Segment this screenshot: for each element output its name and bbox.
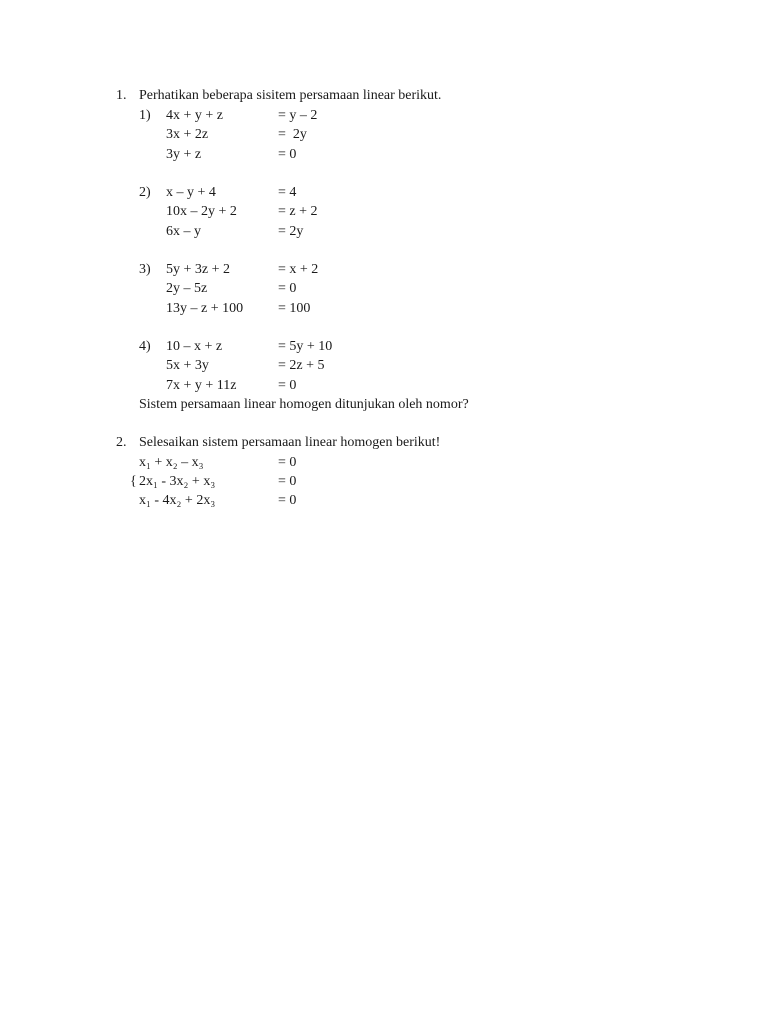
system-4-eq-2-lhs: 5x + 3y: [166, 358, 209, 373]
system-2-eq-3-rhs: = 2y: [278, 224, 304, 239]
system-3-eq-3-lhs: 13y – z + 100: [166, 301, 244, 316]
system-2-eq-3-lhs: 6x – y: [166, 224, 201, 239]
system-2-eq-2-lhs: 10x – 2y + 2: [166, 204, 237, 219]
question-1-prompt: Perhatikan beberapa sisitem persamaan linear berikut.: [139, 88, 442, 103]
homogen-eq-3-rhs: = 0: [278, 493, 297, 508]
system-3-eq-2-rhs: = 0: [278, 281, 297, 296]
question-2-number: 2.: [116, 435, 127, 450]
system-3-eq-1-lhs: 5y + 3z + 2: [166, 262, 231, 277]
question-2-prompt: Selesaikan sistem persamaan linear homogen berikut!: [139, 435, 441, 450]
system-3-eq-1-rhs: = x + 2: [278, 262, 319, 277]
system-4-eq-1-lhs: 10 – x + z: [166, 339, 223, 354]
system-2-label: 2): [139, 185, 151, 200]
system-brace: {: [130, 474, 137, 489]
question-1-ask: Sistem persamaan linear homogen ditunjukan oleh nomor?: [139, 397, 469, 412]
system-4-eq-3-lhs: 7x + y + 11z: [166, 378, 237, 393]
homogen-eq-1-rhs: = 0: [278, 455, 297, 470]
system-1-eq-2-rhs: = 2y: [278, 127, 307, 142]
system-2-eq-1-rhs: = 4: [278, 185, 297, 200]
homogen-eq-3-lhs: x₁ - 4x₂ + 2x₃: [139, 493, 216, 508]
system-3-eq-2-lhs: 2y – 5z: [166, 281, 208, 296]
system-4-eq-1-rhs: = 5y + 10: [278, 339, 333, 354]
system-1-eq-3-lhs: 3y + z: [166, 147, 202, 162]
system-4-eq-2-rhs: = 2z + 5: [278, 358, 325, 373]
system-1-eq-3-rhs: = 0: [278, 147, 297, 162]
system-2-eq-1-lhs: x – y + 4: [166, 185, 216, 200]
homogen-eq-2-rhs: = 0: [278, 474, 297, 489]
homogen-eq-2-lhs: 2x₁ - 3x₂ + x₃: [139, 474, 216, 489]
system-4-label: 4): [139, 339, 151, 354]
system-1-label: 1): [139, 108, 151, 123]
system-4-eq-3-rhs: = 0: [278, 378, 297, 393]
system-1-eq-1-rhs: = y – 2: [278, 108, 318, 123]
system-1-eq-1-lhs: 4x + y + z: [166, 108, 224, 123]
question-1-number: 1.: [116, 88, 127, 103]
system-1-eq-2-lhs: 3x + 2z: [166, 127, 209, 142]
homogen-eq-1-lhs: x₁ + x₂ – x₃: [139, 455, 204, 470]
system-3-eq-3-rhs: = 100: [278, 301, 311, 316]
system-3-label: 3): [139, 262, 151, 277]
system-2-eq-2-rhs: = z + 2: [278, 204, 318, 219]
